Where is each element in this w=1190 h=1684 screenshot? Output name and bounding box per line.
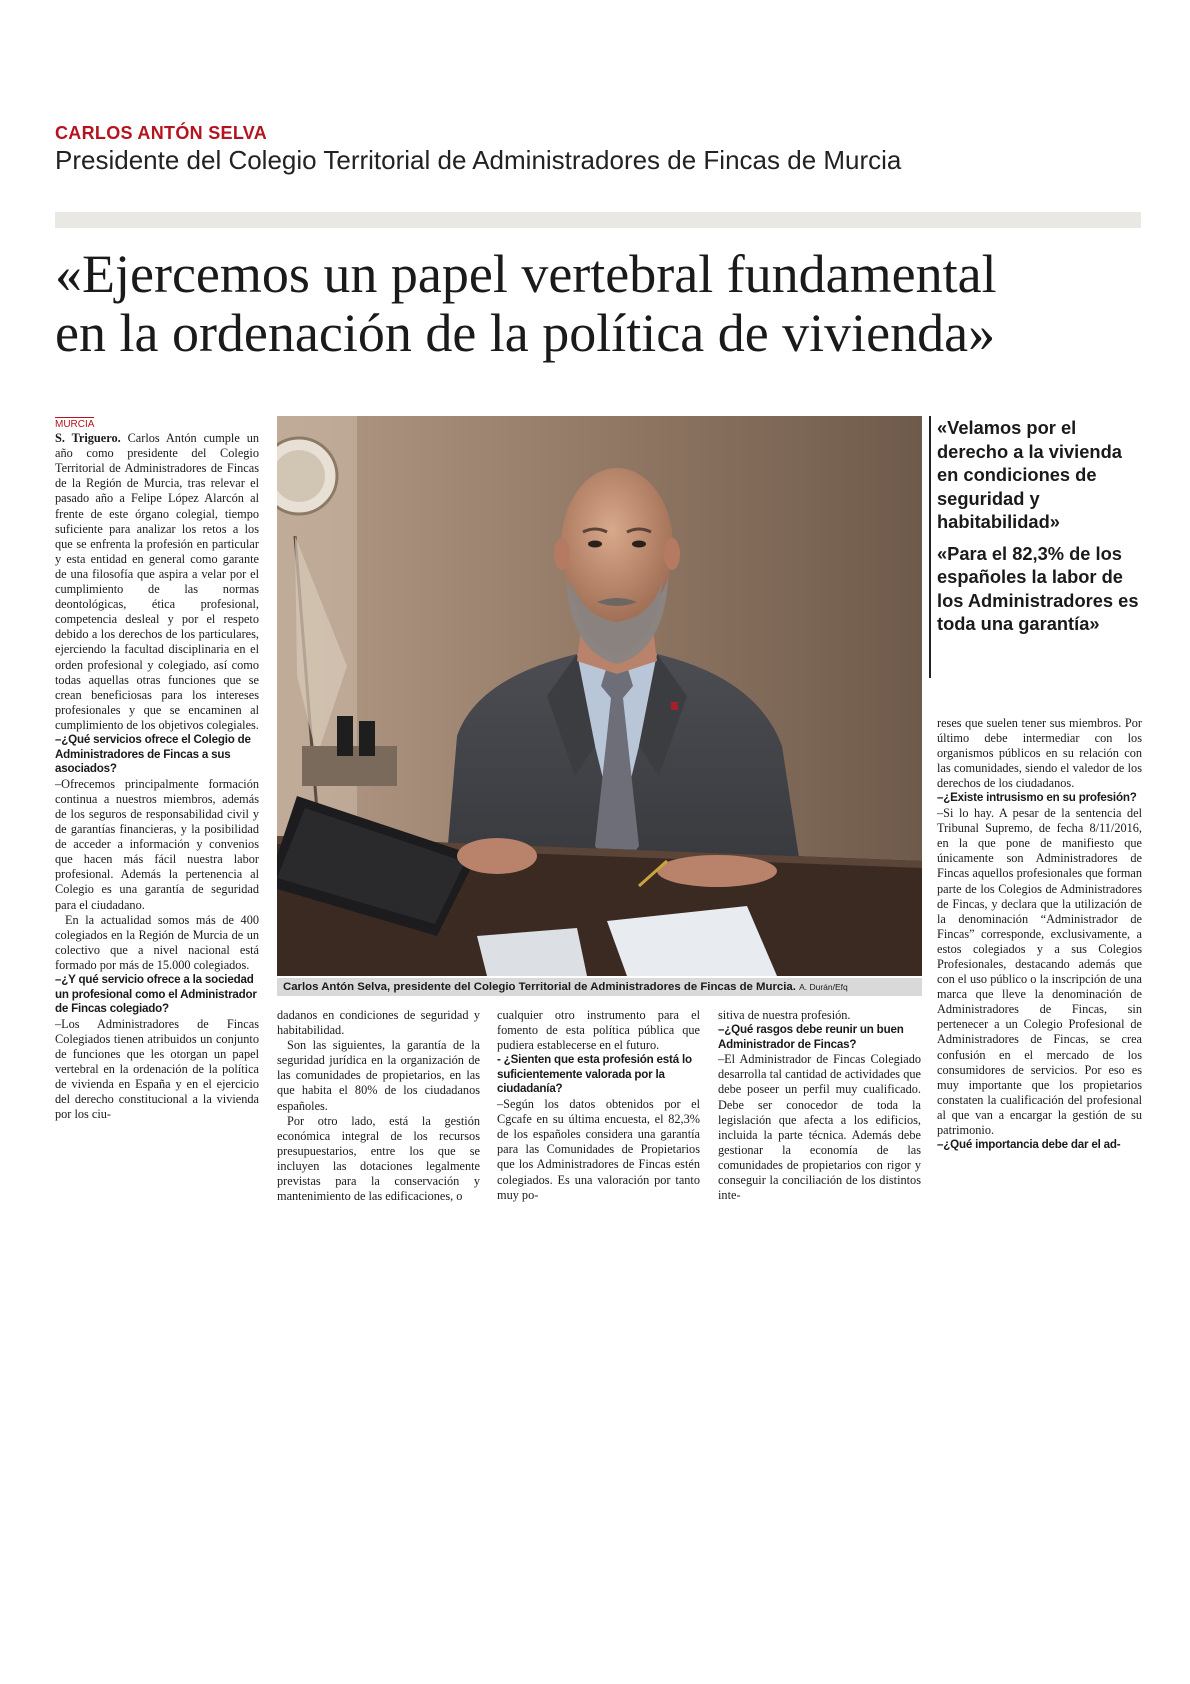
location-tag: MURCIA bbox=[55, 419, 95, 430]
article-column-4 bbox=[718, 1008, 921, 1203]
col2-paragraph-3: Por otro lado, está la gestión económica integral de los recursos presupuestarios, entre los que se incluyen las dotaciones legalmente previstas para la conservación y mantenimiento de las edificaciones, o bbox=[277, 1113, 480, 1204]
answer-1: –Ofrecemos principalmente formación continua a nuestros miembros, además de los seguros de responsabilidad civil y de garantías financieras, y la posibilidad de acceder a información y convenios que hacen más fácil nuestra labor profesional. Además la pertenencia al Colegio es una garantía de seguridad para el ciudadano. bbox=[55, 776, 259, 912]
col5-question-1: –¿Existe intrusismo en su profesión? bbox=[937, 791, 1137, 805]
col3-question-1: - ¿Sienten que esta profesión está lo suficientemente valorada por la ciudadanía? bbox=[497, 1053, 692, 1096]
headline-line-2: en la ordenación de la política de vivienda» bbox=[55, 303, 996, 363]
portrait-photo bbox=[277, 416, 922, 976]
question-1: –¿Qué servicios ofrece el Colegio de Administradores de Fincas a sus asociados? bbox=[55, 732, 251, 776]
headline-line-1: «Ejercemos un papel vertebral fundamental bbox=[55, 244, 997, 304]
photo-credit: A. Durán/Efq bbox=[799, 982, 848, 992]
photo-caption bbox=[277, 978, 922, 996]
col2-paragraph-2: Son las siguientes, la garantía de la seguridad jurídica en la organización de las comunidades de propietarios, en las que habita el 80% de los ciudadanos españoles. bbox=[277, 1038, 480, 1113]
pull-quote-1: «Velamos por el derecho a la vivienda en condiciones de seguridad y habitabilidad» bbox=[937, 417, 1122, 532]
pull-quotes bbox=[937, 416, 1142, 644]
article-column-5 bbox=[937, 716, 1142, 1153]
intro-paragraph: Carlos Antón cumple un año como presidente del Colegio Territorial de Administradores de Fincas de la Región de Murcia, tras relevar el pasado año a Felipe López Alarcón al frente de este órgano colegial, tiempo suficiente para analizar los retos a los que se enfrenta la profesión en particular y esta entidad en general como garante de una filosofía que aspira a velar por el cumplimiento de las normas deontológicas, ética profesional, competencia desleal y por el respeto debido a los derechos de los particulares, ejerciendo la facultad disciplinaria en el orden profesional y colegiado, así como todas aquellas otras funciones que se crean beneficiosas para los intereses profesionales y que se encaminen al cumplimiento de los objetivos colegiales. bbox=[55, 431, 259, 732]
col4-paragraph-1: sitiva de nuestra profesión. bbox=[718, 1008, 851, 1022]
caption-text: Carlos Antón Selva, presidente del Colegio Territorial de Administradores de Fincas de Murcia. bbox=[283, 981, 796, 993]
col4-question-1: –¿Qué rasgos debe reunir un buen Administrador de Fincas? bbox=[718, 1023, 904, 1051]
question-2: –¿Y qué servicio ofrece a la sociedad un profesional como el Administrador de Fincas colegiado? bbox=[55, 972, 257, 1016]
col4-answer-1: –El Administrador de Fincas Colegiado desarrolla tal cantidad de actividades que debe poseer un perfil muy cualificado. Debe ser conocedor de toda la legislación que afecta a los edificios, incluida la parte técnica. Además debe gestionar la economía de las comunidades de propietarios con rigor y conseguir la conciliación de los distintos inte- bbox=[718, 1052, 921, 1203]
byline: S. Triguero. bbox=[55, 431, 121, 446]
article-column-3 bbox=[497, 1008, 700, 1203]
header-divider-bar bbox=[55, 212, 1141, 228]
col5-question-2: –¿Qué importancia debe dar el ad- bbox=[937, 1138, 1121, 1152]
answer-1-continued: En la actualidad somos más de 400 colegiados en la Región de Murcia de un colectivo que a nivel nacional está formado por más de 15.000 colegiados. bbox=[55, 912, 259, 972]
col3-paragraph-1: cualquier otro instrumento para el fomento de esta política pública que pudiera establecerse en el futuro. bbox=[497, 1008, 700, 1053]
col5-answer-1: –Si lo hay. A pesar de la sentencia del Tribunal Supremo, de fecha 8/11/2016, en la que pone de manifiesto que únicamente son Administradores de Fincas aquellos profesionales que forman parte de los Colegios de Administradores de Fincas, y declara que la utilización de la denominación “Administrador de Fincas” corresponde, exclusivamente, a estos colegiados y a sus Colegios Profesionales, destacando además que con el uso público o la inscripción de una marca que lleve la denominación de Administradores de Fincas, sin pertenecer a un Colegio Profesional de Administradores de Fincas, se crea confusión en el mercado de los consumidores de servicios. Por eso es muy importante que los propietarios constaten la cualificación del profesional al que van a encargar la gestión de su patrimonio. bbox=[937, 806, 1142, 1138]
col3-answer-1: –Según los datos obtenidos por el Cgcafe en su última encuesta, el 82,3% de los españoles considera una garantía para las Comunidades de Propietarios que los Administradores de Fincas estén colegiados. Es una valoración por tanto muy po- bbox=[497, 1097, 700, 1202]
headline bbox=[55, 245, 1155, 363]
col5-paragraph-1: reses que suelen tener sus miembros. Por último debe intermediar con los organismos públicos en su relación con las comunidades, siendo el valedor de los derechos de los ciudadanos. bbox=[937, 716, 1142, 791]
col2-paragraph-1: dadanos en condiciones de seguridad y habitabilidad. bbox=[277, 1008, 480, 1038]
kicker-name: CARLOS ANTÓN SELVA bbox=[55, 123, 268, 143]
pull-quote-rule bbox=[929, 416, 931, 678]
pull-quote-2: «Para el 82,3% de los españoles la labor de los Administradores es toda una garantía» bbox=[937, 542, 1139, 634]
subhead-title: Presidente del Colegio Territorial de Administradores de Fincas de Murcia bbox=[55, 145, 902, 175]
article-column-1 bbox=[55, 416, 259, 1122]
article-column-2 bbox=[277, 1008, 480, 1204]
answer-2: –Los Administradores de Fincas Colegiados tienen atribuidos un conjunto de funciones que les otorgan un papel vertebral en la ordenación de la política de vivienda en España y en el ejercicio del derecho constitucional a la vivienda por los ciu- bbox=[55, 1016, 259, 1122]
